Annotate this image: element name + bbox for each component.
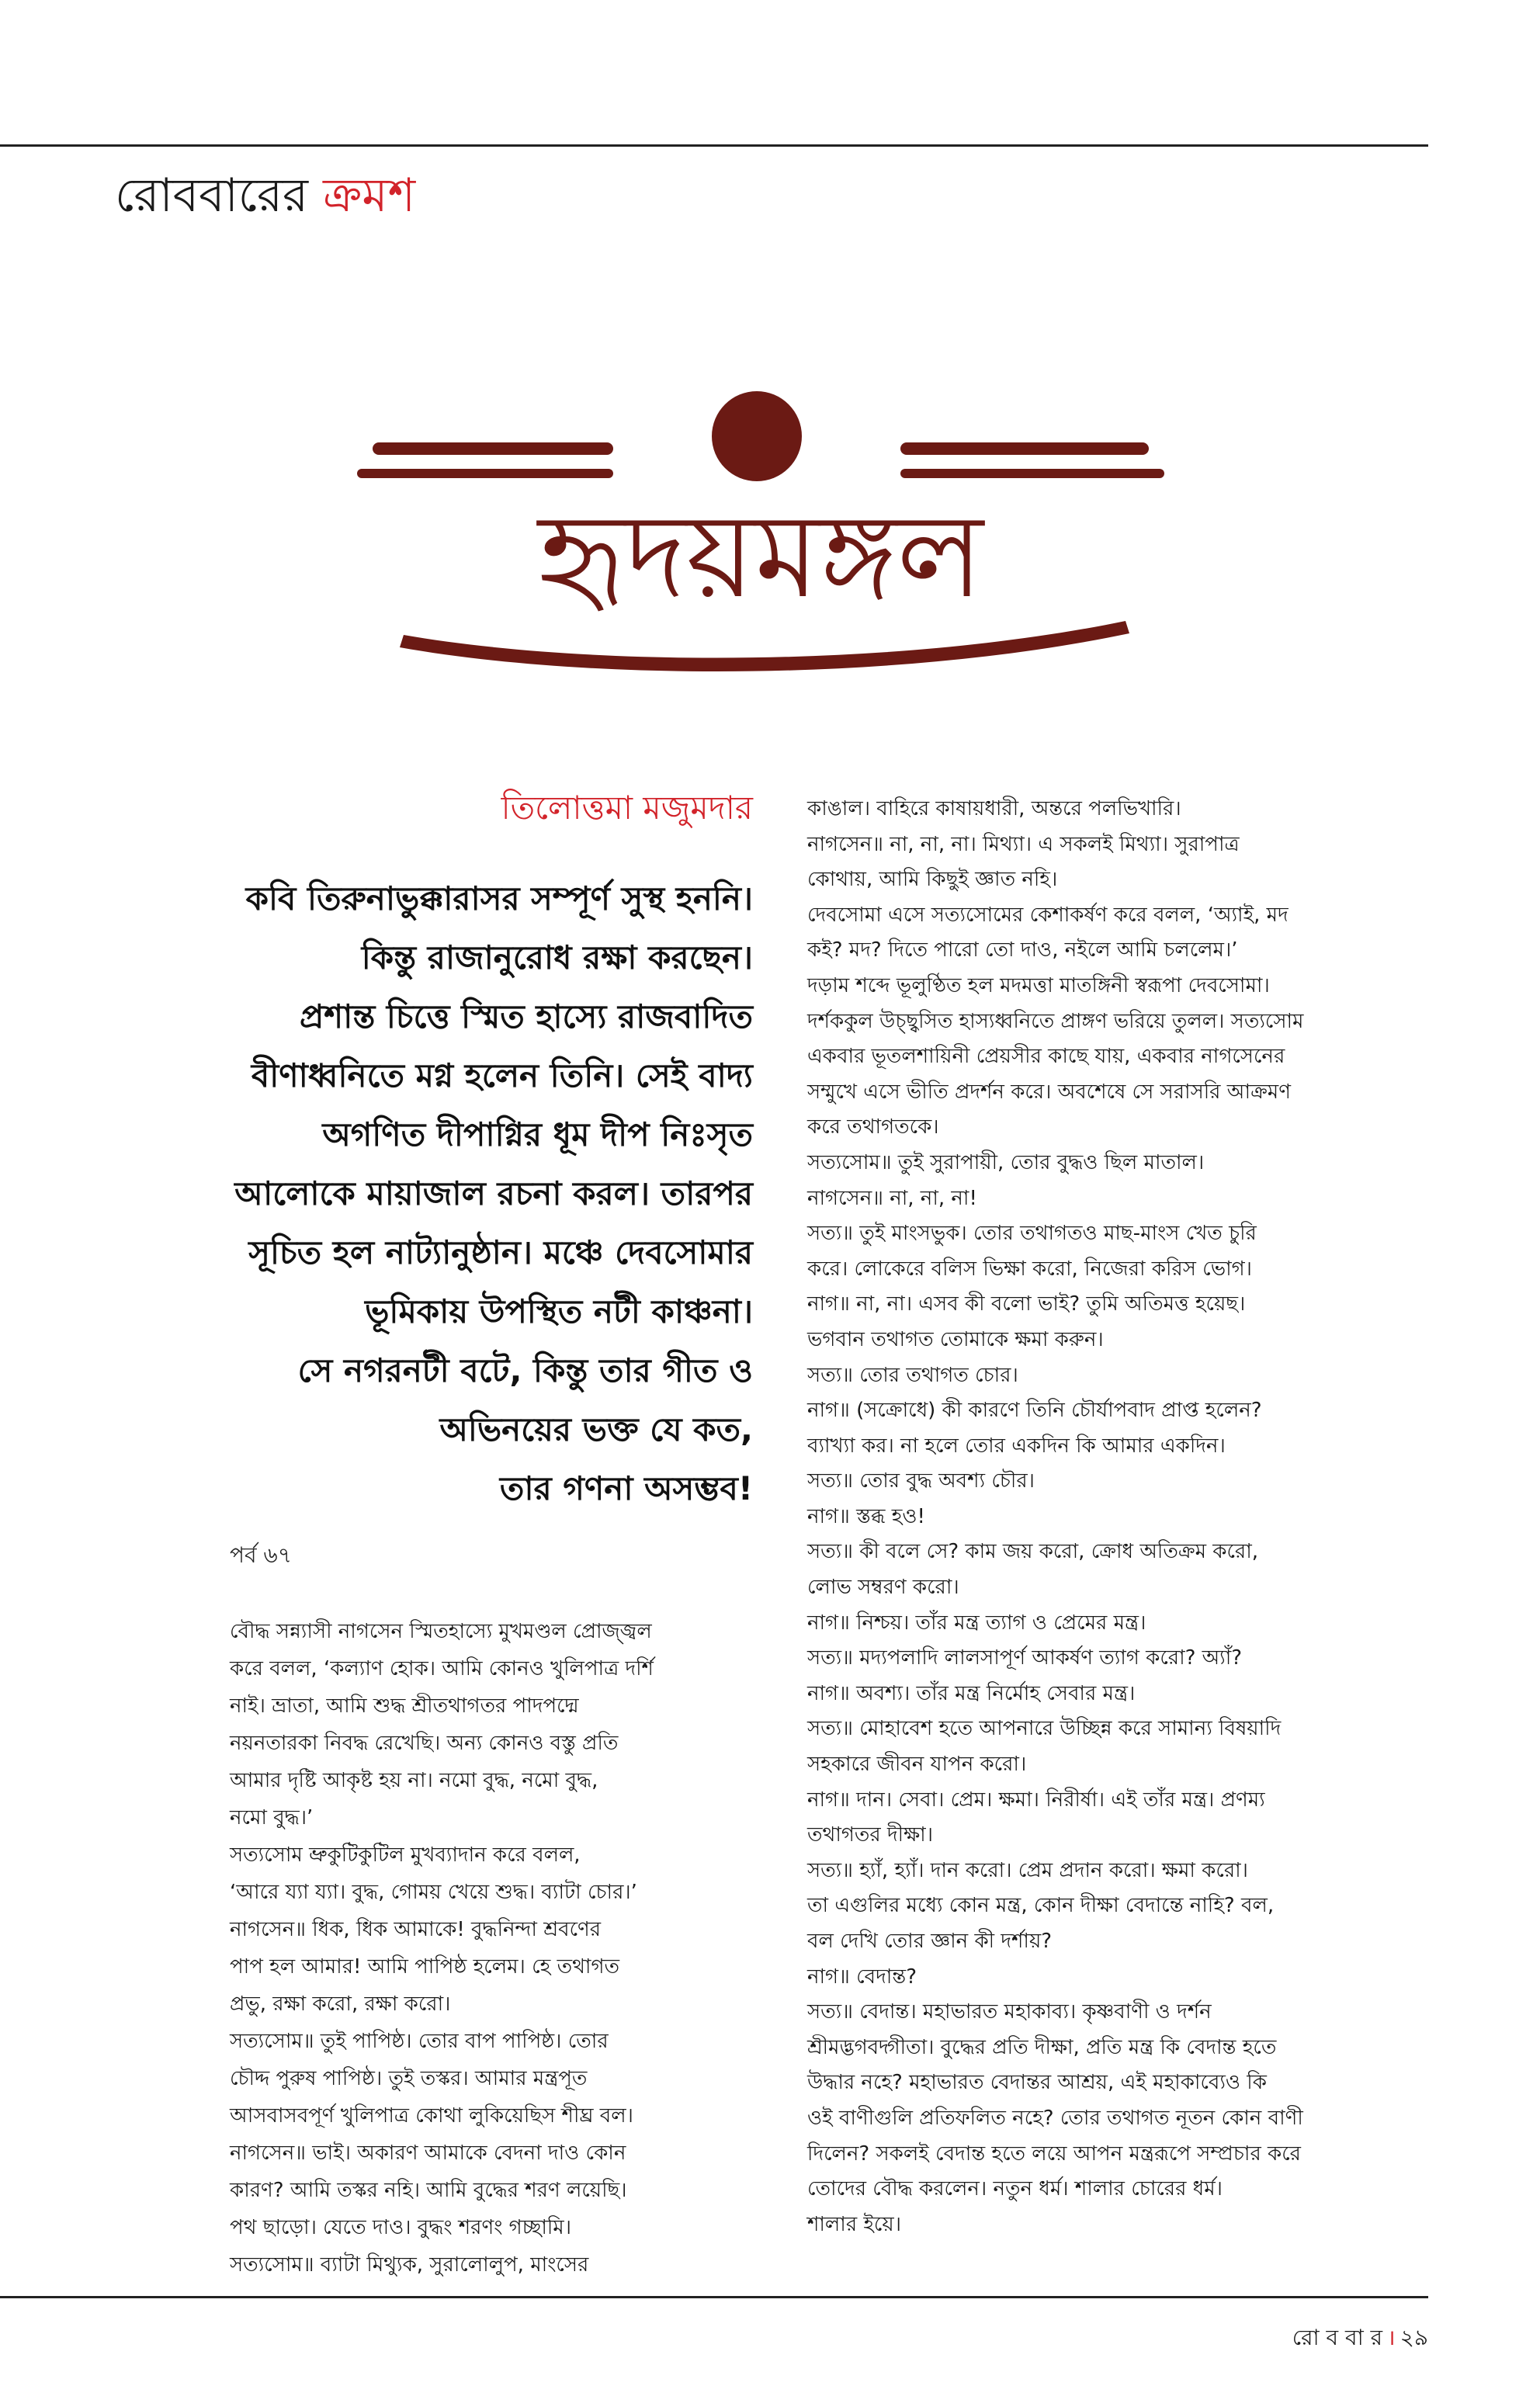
body-line: নাগ॥ নিশ্চয়। তাঁর মন্ত্র ত্যাগ ও প্রেমের মন্ত্র। (807, 1611, 1146, 1635)
body-line: নয়নতারকা নিবদ্ধ রেখেছি। অন্য কোনও বস্তু প্রতি (230, 1732, 619, 1755)
section-title-part1: রোববারের (115, 168, 309, 223)
body-line: পথ ছাড়ো। যেতে দাও। বুদ্ধং শরণং গচ্ছামি। (230, 2216, 572, 2239)
body-line: নাগসেন॥ না, না, না! (807, 1186, 977, 1210)
right-column (807, 792, 1428, 2242)
serial-title-text: হৃদয়মঙ্গল (538, 489, 983, 624)
body-line: ওই বাণীগুলি প্রতিফলিত নহে? তোর তথাগত নূতন কোন বাণী (807, 2106, 1303, 2130)
intro-line: প্রশান্ত চিত্তে স্মিত হাস্যে রাজবাদিত (299, 997, 753, 1035)
section-title-part2: ক্রমশ (323, 168, 416, 223)
author-name: তিলোত্তমা মজুমদার (501, 789, 753, 827)
body-line: সত্য॥ হ্যাঁ, হ্যাঁ। দান করো। প্রেম প্রদান করো। ক্ষমা করো। (807, 1858, 1248, 1882)
body-line: সত্য॥ বেদান্ত। মহাভারত মহাকাব্য। কৃষ্ণবাণী ও দর্শন (807, 2000, 1212, 2024)
body-line: দড়াম শব্দে ভূলুণ্ঠিত হল মদমত্তা মাতঙ্গিনী স্বরূপা দেবসোমা। (807, 973, 1270, 997)
body-line: তোদের বৌদ্ধ করলেন। নতুন ধর্ম। শালার চোরের ধর্ম। (807, 2177, 1223, 2201)
intro-line: সে নগরনটী বটে, কিন্তু তার গীত ও (297, 1351, 753, 1389)
intro-line: কবি তিরুনাভুক্কারাসর সম্পূর্ণ সুস্থ হননি। (245, 879, 753, 917)
body-line: কই? মদ? দিতে পারো তো দাও, নইলে আমি চললেম।’ (807, 938, 1238, 962)
body-line: নাই। ভ্রাতা, আমি শুদ্ধ শ্রীতথাগতর পাদপদ্মে (230, 1694, 579, 1718)
page-number: ২৯ (1400, 2325, 1428, 2350)
body-line: নাগ॥ (সক্রোধে) কী কারণে তিনি চৌর্যাপবাদ প্রাপ্ত হলেন? (807, 1399, 1262, 1423)
body-line: করে। লোকেরে বলিস ভিক্ষা করো, নিজেরা করিস ভোগ। (807, 1257, 1252, 1281)
body-line: শালার ইয়ে। (807, 2212, 901, 2236)
body-line: দিলেন? সকলই বেদান্ত হতে লয়ে আপন মন্ত্ররূপে সম্প্রচার করে (807, 2142, 1301, 2166)
body-line: নাগসেন॥ ভাই। অকারণ আমাকে বেদনা দাও কোন (230, 2142, 626, 2165)
folio-separator: । (1387, 2325, 1396, 2350)
body-line: শ্রীমদ্ভগবদ্গীতা। বুদ্ধের প্রতি দীক্ষা, প্রতি মন্ত্র কি বেদান্ত হতে (807, 2035, 1277, 2059)
body-line: সত্যসোম॥ তুই পাপিষ্ঠ। তোর বাপ পাপিষ্ঠ। তোর (230, 2030, 609, 2053)
intro-text (194, 869, 753, 1518)
body-line: সম্মুখে এসে ভীতি প্রদর্শন করে। অবশেষে সে সরাসরি আক্রমণ (807, 1080, 1291, 1104)
body-line: দর্শককুল উচ্ছ্বসিত হাস্যধ্বনিতে প্রাঙ্গণ ভরিয়ে তুলল। সত্যসোম (807, 1009, 1304, 1033)
body-line: বৌদ্ধ সন্ন্যাসী নাগসেন স্মিতহাস্যে মুখমণ্ডল প্রোজ্জ্বল (230, 1620, 652, 1643)
body-line: উদ্ধার নহে? মহাভারত বেদান্তর আশ্রয়, এই মহাকাব্যেও কি (807, 2071, 1267, 2095)
body-line: সত্য॥ তোর বুদ্ধ অবশ্য চৌর। (807, 1469, 1035, 1493)
body-line: করে বলল, ‘কল্যাণ হোক। আমি কোনও খুলিপাত্র দর্শি (230, 1657, 654, 1680)
body-line: নাগসেন॥ ধিক, ধিক আমাকে! বুদ্ধনিন্দা শ্রবণের (230, 1918, 602, 1941)
body-line: পাপ হল আমার! আমি পাপিষ্ঠ হলেম। হে তথাগত (230, 1955, 620, 1979)
body-line: সত্য॥ মোহাবেশ হতে আপনারে উচ্ছিন্ন করে সামান্য বিষয়াদি (807, 1717, 1282, 1741)
body-line: নাগ॥ স্তব্ধ হও! (807, 1504, 925, 1528)
body-line: তথাগতর দীক্ষা। (807, 1823, 933, 1847)
body-line: চৌদ্দ পুরুষ পাপিষ্ঠ। তুই তস্কর। আমার মন্ত্রপূত (230, 2067, 588, 2090)
top-rule (0, 144, 1428, 147)
body-line: নাগ॥ না, না। এসব কী বলো ভাই? তুমি অতিমত্ত হয়েছ। (807, 1292, 1246, 1316)
body-line: নাগ॥ দান। সেবা। প্রেম। ক্ষমা। নিরীর্ষা। এই তাঁর মন্ত্র। প্রণম্য (807, 1788, 1265, 1812)
serial-title (357, 388, 1164, 683)
left-column (230, 1613, 753, 2284)
body-line: সত্যসোম॥ ব্যাটা মিথ্যুক, সুরালোলুপ, মাংসের (230, 2253, 589, 2277)
body-line: সত্য॥ মদ্যপলাদি লালসাপূর্ণ আকর্ষণ ত্যাগ করো? অ্যাঁ? (807, 1646, 1243, 1670)
body-line: একবার ভূতলশায়িনী প্রেয়সীর কাছে যায়, একবার নাগসেনের (807, 1045, 1285, 1069)
body-line: নাগ॥ অবশ্য। তাঁর মন্ত্র নির্মোহ সেবার মন্ত্র। (807, 1681, 1136, 1705)
body-line: লোভ সম্বরণ করো। (807, 1576, 959, 1600)
body-line: কাঙাল। বাহিরে কাষায়ধারী, অন্তরে পলভিখারি। (807, 797, 1181, 820)
body-line: ভগবান তথাগত তোমাকে ক্ষমা করুন। (807, 1327, 1104, 1351)
intro-line: কিন্তু রাজানুরোধ রক্ষা করছেন। (361, 938, 753, 976)
body-line: তা এগুলির মধ্যে কোন মন্ত্র, কোন দীক্ষা বেদান্তে নাহি? বল, (807, 1894, 1275, 1918)
episode-label: পর্ব ৬৭ (230, 1542, 292, 1568)
body-line: সত্য॥ কী বলে সে? কাম জয় করো, ক্রোধ অতিক্রম করো, (807, 1540, 1259, 1564)
body-line: সত্যসোম ভ্রুকুটিকুটিল মুখব্যাদান করে বলল, (230, 1843, 581, 1867)
body-line: ‘আরে য্যা য্যা। বুদ্ধ, গোময় খেয়ে শুদ্ধ। ব্যাটা চোর।’ (230, 1881, 637, 1904)
intro-line: বীণাধ্বনিতে মগ্ন হলেন তিনি। সেই বাদ্য (251, 1056, 753, 1094)
serial-title-logo (357, 388, 1164, 683)
body-line: নাগ॥ বেদান্ত? (807, 1965, 917, 1989)
body-line: সত্যসোম॥ তুই সুরাপায়ী, তোর বুদ্ধও ছিল মাতাল। (807, 1150, 1205, 1174)
body-line: সত্য॥ তুই মাংসভুক। তোর তথাগতও মাছ-মাংস খেত চুরি (807, 1222, 1257, 1246)
body-line: দেবসোমা এসে সত্যসোমের কেশাকর্ষণ করে বলল, ‘অ্যাই, মদ (807, 903, 1289, 927)
intro-line: অভিনয়ের ভক্ত যে কত, (439, 1410, 753, 1448)
body-line: আমার দৃষ্টি আকৃষ্ট হয় না। নমো বুদ্ধ, নমো বুদ্ধ, (230, 1769, 598, 1792)
magazine-name: রো ব বা র (1292, 2325, 1382, 2350)
bottom-rule (0, 2296, 1428, 2298)
body-line: নাগসেন॥ না, না, না। মিথ্যা। এ সকলই মিথ্যা। সুরাপাত্র (807, 832, 1240, 856)
body-line: সহকারে জীবন যাপন করো। (807, 1753, 1027, 1777)
intro-line: ভূমিকায় উপস্থিত নটী কাঞ্চনা। (365, 1292, 753, 1330)
section-header (115, 160, 415, 238)
body-line: আসবাসবপূর্ণ খুলিপাত্র কোথা লুকিয়েছিস শীঘ্র বল। (230, 2104, 633, 2128)
intro-line: অগণিত দীপাগ্নির ধূম দীপ নিঃসৃত (322, 1115, 753, 1153)
body-line: কোথায়, আমি কিছুই জ্ঞাত নহি। (807, 868, 1058, 892)
body-line: কারণ? আমি তস্কর নহি। আমি বুদ্ধের শরণ লয়েছি। (230, 2179, 627, 2202)
intro-line: আলোকে মায়াজাল রচনা করল। তারপর (234, 1174, 753, 1212)
page-folio (1292, 2321, 1428, 2357)
body-line: ব্যাখ্যা কর। না হলে তোর একদিন কি আমার একদিন। (807, 1434, 1226, 1458)
body-line: করে তথাগতকে। (807, 1115, 939, 1139)
body-line: নমো বুদ্ধ।’ (230, 1806, 314, 1829)
intro-line: তার গণনা অসম্ভব! (499, 1469, 753, 1507)
intro-line: সূচিত হল নাট্যানুষ্ঠান। মঞ্চে দেবসোমার (248, 1233, 753, 1271)
body-line: প্রভু, রক্ষা করো, রক্ষা করো। (230, 1992, 451, 2016)
body-line: বল দেখি তোর জ্ঞান কী দর্শায়? (807, 1930, 1053, 1953)
body-line: সত্য॥ তোর তথাগত চোর। (807, 1363, 1018, 1387)
